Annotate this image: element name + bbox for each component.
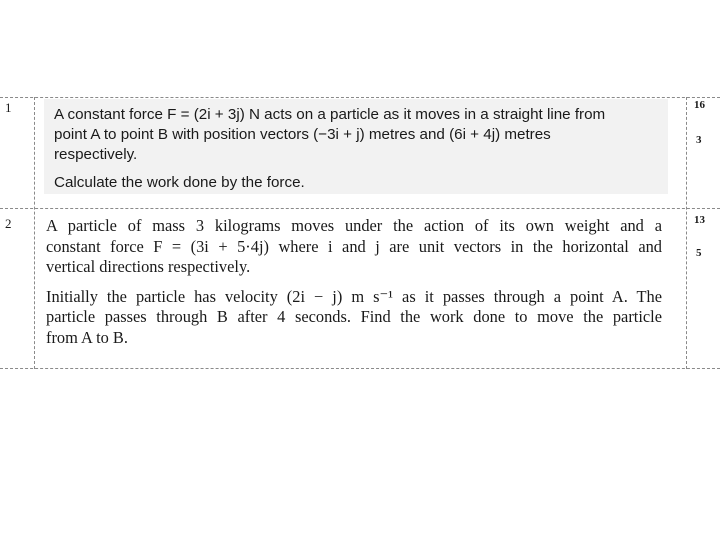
question-2-line: particle passes through B after 4 seconds. Find the work done to move the particle [46,307,662,326]
question-1-text [44,99,668,194]
question-1-task: Calculate the work done by the force. [54,174,305,191]
row-divider-middle [0,208,720,209]
question-2-paragraph-1 [46,216,662,278]
question-2-line: from A to B. [46,327,128,347]
question-2-line: A particle of mass 3 kilograms moves under the action of its own weight and a [46,216,662,235]
question-1-mark-b: 3 [696,134,702,146]
question-1-line: respectively. [54,146,138,163]
question-number-2: 2 [5,216,12,231]
row-divider-top [0,97,720,98]
question-2-line: Initially the particle has velocity (2i − j) m s⁻¹ as it passes through a point A. The [46,286,662,306]
question-2-paragraph-2 [46,287,662,349]
question-2-mark-a: 13 [694,214,705,226]
column-divider-right [686,97,687,369]
question-2-line: vertical directions respectively. [46,257,251,276]
question-2-line: constant force F = (3i + 5·4j) where i and j are unit vectors in the horizontal and [46,236,662,256]
question-1-line: A constant force F = (2i + 3j) N acts on a particle as it moves in a straight line from [54,106,606,123]
column-divider-left [34,97,35,369]
question-number-1: 1 [5,100,12,115]
question-1-mark-a: 16 [694,99,705,111]
question-1-line: point A to point B with position vectors (−3i + j) metres and (6i + 4j) metres [54,126,551,143]
question-2-mark-b: 5 [696,247,702,259]
question-2-text [46,216,662,348]
row-divider-bottom [0,368,720,369]
